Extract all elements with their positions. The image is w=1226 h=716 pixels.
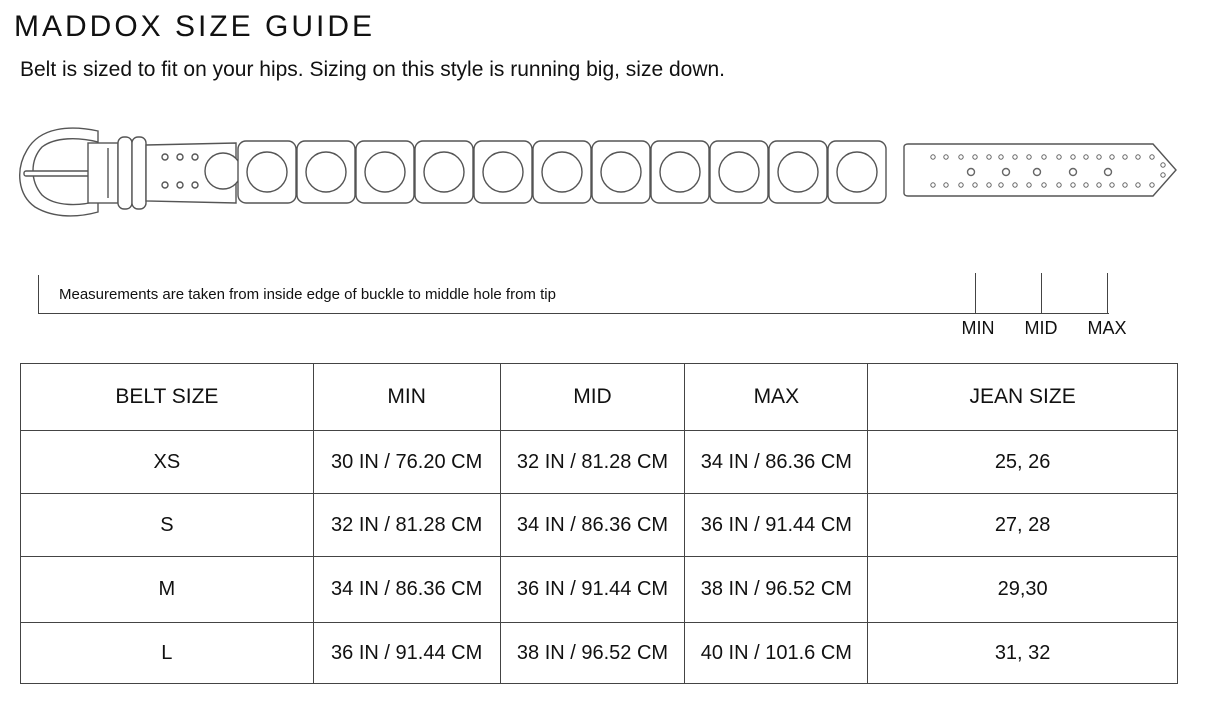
max-cell: 34 IN / 86.36 CM — [685, 431, 868, 494]
max-cell: 40 IN / 101.6 CM — [685, 623, 868, 684]
jean-size-cell: 27, 28 — [868, 494, 1178, 557]
header-max: MAX — [685, 364, 868, 431]
header-min: MIN — [313, 364, 500, 431]
measurement-note: Measurements are taken from inside edge of buckle to middle hole from tip — [59, 286, 556, 303]
mid-marker-label: MID — [1024, 318, 1058, 338]
max-cell: 36 IN / 91.44 CM — [685, 494, 868, 557]
header-jean-size: JEAN SIZE — [868, 364, 1178, 431]
header-belt-size: BELT SIZE — [21, 364, 314, 431]
min-cell: 32 IN / 81.28 CM — [313, 494, 500, 557]
belt-illustration — [0, 115, 1226, 230]
mid-cell: 38 IN / 96.52 CM — [500, 623, 685, 684]
belt-size-cell: M — [21, 557, 314, 623]
belt-size-cell: L — [21, 623, 314, 684]
table-row — [21, 557, 1178, 623]
mid-cell: 32 IN / 81.28 CM — [500, 431, 685, 494]
header-mid: MID — [500, 364, 685, 431]
belt-size-cell: S — [21, 494, 314, 557]
max-tick — [1107, 273, 1108, 313]
table-row — [21, 623, 1178, 684]
min-cell: 30 IN / 76.20 CM — [313, 431, 500, 494]
measurement-bracket — [38, 275, 1109, 314]
sizing-note: Belt is sized to fit on your hips. Sizing on this style is running big, size down. — [20, 58, 726, 81]
max-cell: 38 IN / 96.52 CM — [685, 557, 868, 623]
min-cell: 36 IN / 91.44 CM — [313, 623, 500, 684]
mid-cell: 36 IN / 91.44 CM — [500, 557, 685, 623]
jean-size-cell: 25, 26 — [868, 431, 1178, 494]
jean-size-cell: 31, 32 — [868, 623, 1178, 684]
page-title: MADDOX SIZE GUIDE — [14, 10, 376, 43]
table-row — [21, 431, 1178, 494]
table-row — [21, 494, 1178, 557]
table-header-row — [21, 364, 1178, 431]
buckle-icon — [20, 128, 146, 216]
min-cell: 34 IN / 86.36 CM — [313, 557, 500, 623]
jean-size-cell: 29,30 — [868, 557, 1178, 623]
belt-size-cell: XS — [21, 431, 314, 494]
mid-cell: 34 IN / 86.36 CM — [500, 494, 685, 557]
size-table — [20, 363, 1178, 684]
max-marker-label: MAX — [1087, 318, 1127, 338]
chain-links — [238, 141, 886, 203]
min-tick — [975, 273, 976, 313]
min-marker-label: MIN — [961, 318, 995, 338]
mid-tick — [1041, 273, 1042, 313]
